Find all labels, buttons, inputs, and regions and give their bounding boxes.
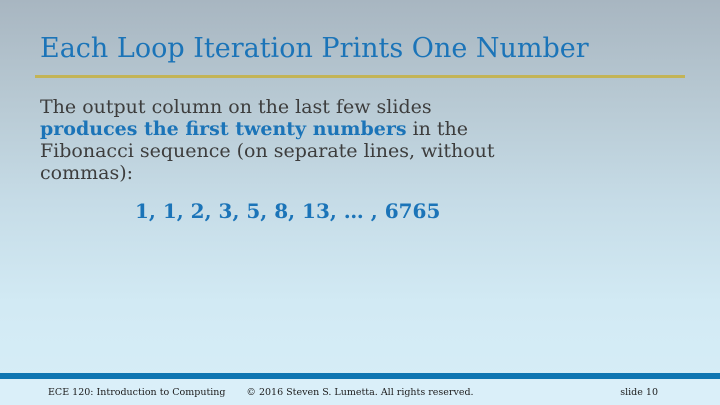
body-text xyxy=(40,96,495,184)
title-underline-rule xyxy=(35,75,685,78)
footer-course-label: ECE 120: Introduction to Computing xyxy=(48,387,226,398)
body-line-4: commas): xyxy=(40,162,134,184)
highlight-text: produces the first twenty numbers xyxy=(40,118,407,140)
body-line-3: Fibonacci sequence (on separate lines, without xyxy=(40,140,495,162)
body-line-2 xyxy=(40,118,495,140)
slide-title: Each Loop Iteration Prints One Number xyxy=(40,33,589,64)
fibonacci-sequence-line: 1, 1, 2, 3, 5, 8, 13, … , 6765 xyxy=(135,199,441,223)
body-line-1: The output column on the last few slides xyxy=(40,96,432,118)
footer-slide-number: slide 10 xyxy=(620,387,658,398)
body-line-2-rest: in the xyxy=(406,118,469,140)
footer xyxy=(0,379,720,405)
footer-copyright: © 2016 Steven S. Lumetta. All rights reserved. xyxy=(246,387,474,398)
